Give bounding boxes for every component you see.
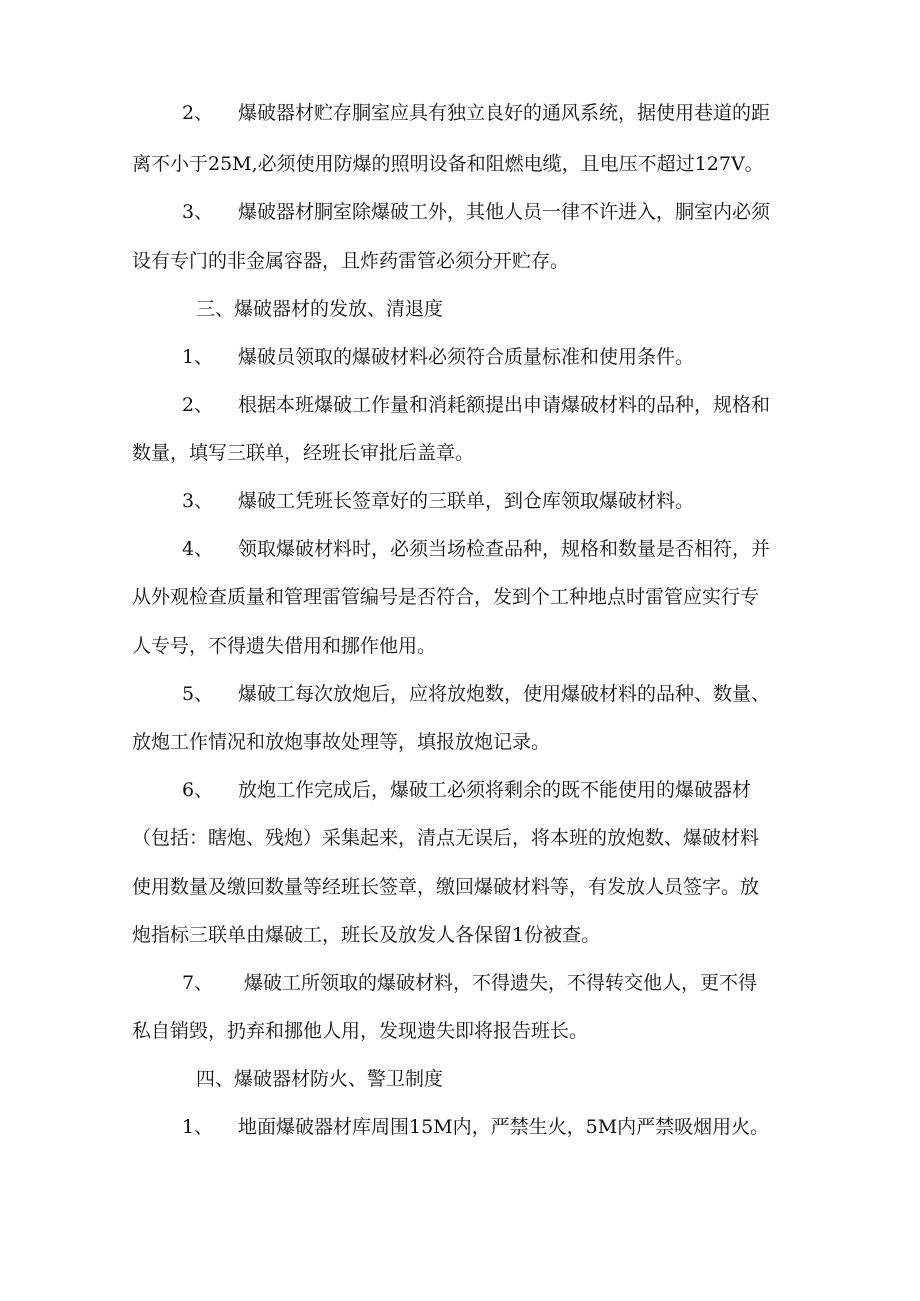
item-3-5-line-2: 放炮工作情况和放炮事故处理等，填报放炮记录。 [132,731,551,753]
item-number: 1、 [182,1116,214,1138]
document-page [132,0,802,1301]
item-text: 领取爆破材料时，必须当场检查品种，规格和数量是否相符，并 [238,538,771,560]
item-number: 4、 [182,538,214,560]
item-3-4-line-3: 人专号，不得遗失借用和挪作他用。 [132,635,437,657]
item-3-2-line-2: 数量，填写三联单，经班长审批后盖章。 [132,442,475,464]
item-3-6-line-1 [182,777,751,803]
item-2-3-line-1 [182,199,770,225]
item-3-6-line-4: 炮指标三联单由爆破工，班长及放发人各保留1份被查。 [132,924,601,946]
item-2-2-line-1 [182,100,770,126]
item-text: 爆破器材贮存胴室应具有独立良好的通风系统，据使用巷道的距 [238,102,771,124]
item-3-7-line-2: 私自销毁，扔弃和挪他人用，发现遗失即将报告班长。 [132,1020,589,1042]
item-2-3-line-2: 设有专门的非金属容器，且炸药雷管必须分开贮存。 [132,250,570,272]
section-4-heading: 四、爆破器材防火、警卫制度 [196,1068,444,1090]
item-number: 2、 [182,394,214,416]
item-3-7-line-1 [182,970,757,996]
item-number: 7、 [182,972,214,994]
item-3-4-line-1 [182,536,770,562]
item-2-2-line-2: 离不小于25M,必须使用防爆的照明设备和阻燃电缆，且电压不超过127V。 [132,153,764,175]
item-number: 6、 [182,779,214,801]
item-text: 爆破员领取的爆破材料必须符合质量标准和使用条件。 [238,346,695,368]
item-text: 爆破工所领取的爆破材料，不得遗失，不得转交他人，更不得 [238,972,758,994]
item-text: 爆破工每次放炮后，应将放炮数，使用爆破材料的品种、数量、 [238,683,771,705]
item-4-1-line-1 [182,1114,769,1140]
item-number: 1、 [182,346,214,368]
item-3-3-line-1 [182,488,694,514]
item-number: 3、 [182,201,214,223]
item-number: 5、 [182,683,214,705]
item-number: 3、 [182,490,214,512]
item-3-6-line-2: （包括：瞎炮、残炮）采集起来，清点无误后，将本班的放炮数、爆破材料 [132,827,760,849]
item-3-6-line-3: 使用数量及缴回数量等经班长签章，缴回爆破材料等，有发放人员签字。放 [132,876,760,898]
item-text: 爆破工凭班长签章好的三联单，到仓库领取爆破材料。 [238,490,695,512]
item-3-2-line-1 [182,392,770,418]
item-text: 放炮工作完成后，爆破工必须将剩余的既不能使用的爆破器材 [238,779,752,801]
item-text: 根据本班爆破工作量和消耗额提出申请爆破材料的品种，规格和 [238,394,771,416]
section-3-heading: 三、爆破器材的发放、清退度 [196,298,444,320]
item-3-1-line-1 [182,344,694,370]
item-text: 爆破器材胴室除爆破工外，其他人员一律不许进入，胴室内必须 [238,201,771,223]
item-text: 地面爆破器材库周围15M内，严禁生火，5M内严禁吸烟用火。 [238,1116,770,1138]
item-3-4-line-2: 从外观检查质量和管理雷管编号是否符合，发到个工种地点时雷管应实行专 [132,586,760,608]
item-3-5-line-1 [182,681,770,707]
item-number: 2、 [182,102,214,124]
